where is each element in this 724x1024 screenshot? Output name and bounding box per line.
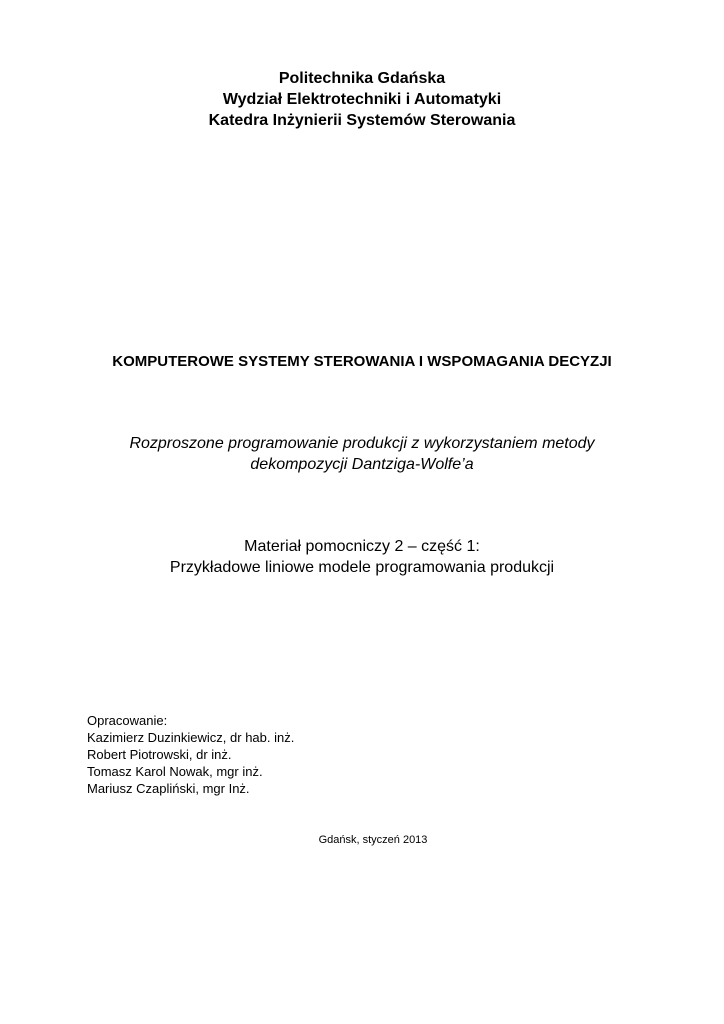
university-name: Politechnika Gdańska (278, 70, 446, 87)
place-and-date: Gdańsk, styczeń 2013 (318, 834, 428, 846)
subject-title (0, 433, 724, 475)
subject-line-2: dekompozycji Dantziga-Wolfe’a (250, 456, 474, 473)
department-name: Katedra Inżynierii Systemów Sterowania (208, 112, 516, 129)
author-item: Kazimierz Duzinkiewicz, dr hab. inż. (87, 730, 295, 745)
material-title (0, 536, 724, 578)
authors-label: Opracowanie: (87, 713, 168, 728)
material-line-2: Przykładowe liniowe modele programowania produkcji (169, 559, 555, 576)
author-item: Mariusz Czapliński, mgr Inż. (87, 781, 250, 796)
author-item: Tomasz Karol Nowak, mgr inż. (87, 764, 263, 779)
course-title: KOMPUTEROWE SYSTEMY STEROWANIA I WSPOMAGANIA DECYZJI (112, 353, 612, 370)
faculty-name: Wydział Elektrotechniki i Automatyki (222, 91, 502, 108)
material-line-1: Materiał pomocniczy 2 – część 1: (244, 538, 480, 555)
author-item: Robert Piotrowski, dr inż. (87, 747, 232, 762)
institution-header (0, 68, 724, 131)
subject-line-1: Rozproszone programowanie produkcji z wykorzystaniem metody (129, 435, 595, 452)
authors-block (87, 712, 294, 797)
